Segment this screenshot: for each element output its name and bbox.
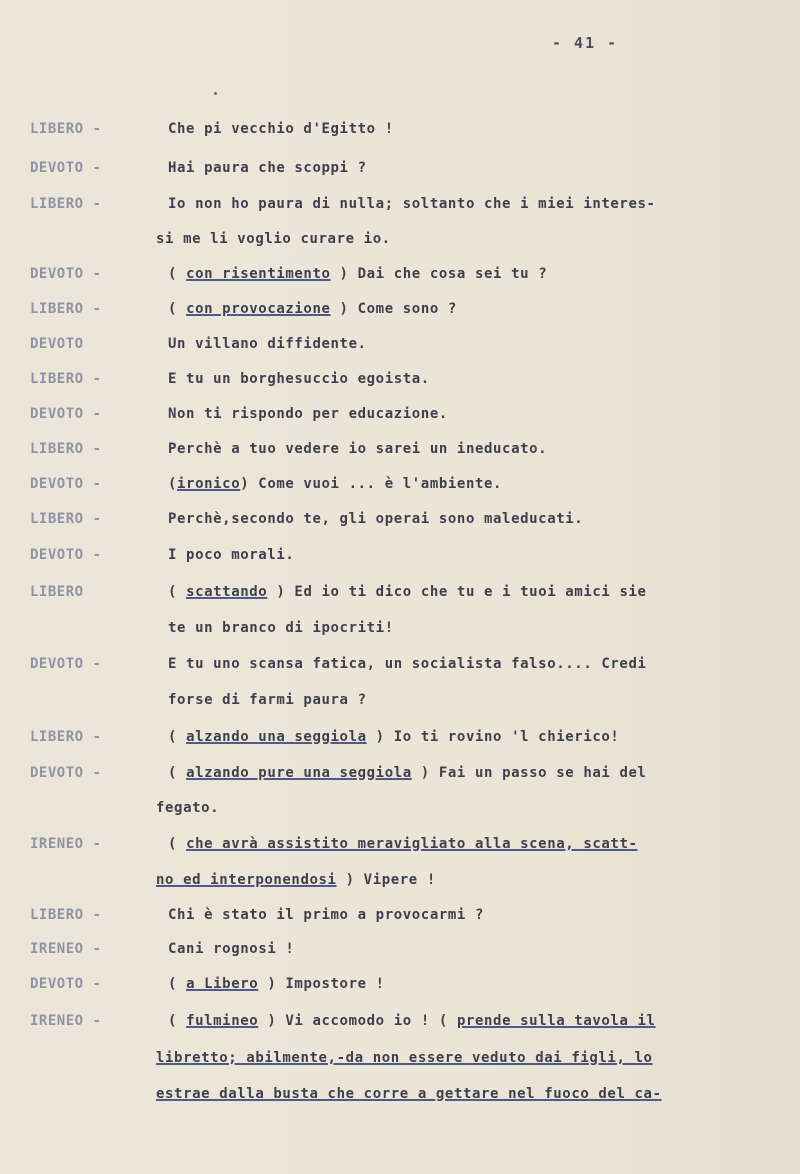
dialogue-text (168, 907, 484, 923)
dialogue-text (168, 620, 394, 636)
script-line (0, 584, 800, 608)
dialogue-fragment: ) Vi accomodo io ! ( (258, 1013, 457, 1029)
dialogue-text (168, 729, 619, 745)
dialogue-text (168, 476, 502, 492)
dialogue-text (168, 941, 294, 957)
stage-direction: fulmineo (186, 1013, 259, 1029)
dialogue-text (168, 547, 294, 563)
dialogue-fragment: ) Impostore ! (258, 976, 385, 992)
dialogue-text (168, 511, 583, 527)
dialogue-fragment: forse di farmi paura ? (168, 692, 367, 708)
speaker-name: DEVOTO - (30, 476, 102, 492)
dialogue-fragment: ) Ed io ti dico che tu e i tuoi amici sie (267, 584, 647, 600)
script-line (0, 476, 800, 500)
script-line (0, 1086, 800, 1110)
dialogue-fragment: ) Come sono ? (330, 301, 457, 317)
speaker-name: LIBERO - (30, 196, 102, 212)
dialogue-fragment: Che pi vecchio d'Egitto ! (168, 121, 394, 137)
dialogue-text (168, 121, 394, 137)
speaker-name: LIBERO - (30, 301, 102, 317)
dialogue-fragment: ) Dai che cosa sei tu ? (330, 266, 548, 282)
script-line (0, 729, 800, 753)
stage-direction: no ed interponendosi (156, 872, 337, 888)
dialogue-fragment: Perchè a tuo vedere io sarei un ineducato. (168, 441, 548, 457)
dialogue-fragment: Perchè,secondo te, gli operai sono maleducati. (168, 511, 584, 527)
dialogue-text (168, 196, 656, 212)
dialogue-fragment: ( (168, 836, 187, 852)
dialogue-text (168, 584, 647, 600)
dialogue-fragment: Non ti rispondo per educazione. (168, 406, 448, 422)
dialogue-text (168, 336, 367, 352)
speaker-name: DEVOTO - (30, 160, 102, 176)
script-line (0, 765, 800, 789)
speaker-name: LIBERO - (30, 371, 102, 387)
dialogue-fragment: si me li voglio curare io. (156, 231, 391, 247)
dialogue-fragment: Cani rognosi ! (168, 941, 295, 957)
script-line (0, 511, 800, 535)
dialogue-fragment: E tu uno scansa fatica, un socialista falso.... Credi (168, 656, 647, 672)
script-line (0, 196, 800, 220)
script-line (0, 406, 800, 430)
dialogue-fragment: ( (168, 301, 187, 317)
dialogue-text (168, 406, 448, 422)
dialogue-text (168, 692, 367, 708)
script-line (0, 121, 800, 145)
dialogue-text (156, 1086, 662, 1102)
stage-direction: scattando (186, 584, 268, 600)
script-line (0, 656, 800, 680)
dialogue-fragment: ( (168, 266, 187, 282)
script-line (0, 301, 800, 325)
dialogue-text (168, 160, 367, 176)
dialogue-text (156, 231, 391, 247)
script-line (0, 336, 800, 360)
speaker-name: LIBERO - (30, 121, 102, 137)
dialogue-text (168, 765, 647, 781)
speaker-name: DEVOTO - (30, 406, 102, 422)
stage-direction: che avrà assistito meravigliato alla scena, scatt- (186, 836, 638, 852)
dialogue-text (156, 872, 436, 888)
dialogue-fragment: Un villano diffidente. (168, 336, 367, 352)
stage-direction: estrae dalla busta che corre a gettare nel fuoco del ca- (156, 1086, 662, 1102)
dialogue-fragment: ) Fai un passo se hai del (411, 765, 647, 781)
ink-dot (214, 92, 217, 95)
dialogue-text (168, 1013, 656, 1029)
dialogue-text (156, 800, 219, 816)
speaker-name: LIBERO - (30, 441, 102, 457)
speaker-name: IRENEO - (30, 1013, 102, 1029)
dialogue-fragment: te un branco di ipocriti! (168, 620, 394, 636)
dialogue-fragment: Io non ho paura di nulla; soltanto che i miei interes- (168, 196, 656, 212)
dialogue-text (168, 976, 385, 992)
script-line (0, 231, 800, 255)
stage-direction: alzando una seggiola (186, 729, 367, 745)
dialogue-text (168, 836, 638, 852)
script-line (0, 941, 800, 965)
speaker-name: DEVOTO - (30, 656, 102, 672)
dialogue-fragment: ( (168, 476, 178, 492)
script-line (0, 160, 800, 184)
dialogue-text (168, 656, 647, 672)
dialogue-fragment: ( (168, 976, 187, 992)
speaker-name: LIBERO - (30, 729, 102, 745)
speaker-name: DEVOTO - (30, 976, 102, 992)
stage-direction: con provocazione (186, 301, 331, 317)
stage-direction: prende sulla tavola il (456, 1013, 656, 1029)
dialogue-text (156, 1050, 653, 1066)
speaker-name: LIBERO - (30, 907, 102, 923)
stage-direction: libretto; abilmente,-da non essere veduto dai figli, lo (156, 1050, 653, 1066)
dialogue-text (168, 301, 457, 317)
script-line (0, 872, 800, 896)
script-line (0, 1050, 800, 1074)
page-number: - 41 - (552, 34, 619, 52)
speaker-name: DEVOTO - (30, 547, 102, 563)
script-line (0, 441, 800, 465)
dialogue-fragment: ) Come vuoi ... è l'ambiente. (240, 476, 503, 492)
script-line (0, 692, 800, 716)
dialogue-fragment: fegato. (156, 800, 220, 816)
dialogue-fragment: ( (168, 765, 187, 781)
dialogue-fragment: E tu un borghesuccio egoista. (168, 371, 430, 387)
script-line (0, 620, 800, 644)
dialogue-text (168, 266, 547, 282)
speaker-name: DEVOTO (30, 336, 84, 352)
speaker-name: DEVOTO - (30, 266, 102, 282)
dialogue-fragment: ( (168, 1013, 187, 1029)
script-line (0, 800, 800, 824)
dialogue-fragment: ( (168, 584, 187, 600)
dialogue-fragment: ) Io ti rovino 'l chierico! (366, 729, 620, 745)
script-line (0, 907, 800, 931)
dialogue-fragment: ) Vipere ! (336, 872, 436, 888)
dialogue-fragment: I poco morali. (168, 547, 295, 563)
dialogue-text (168, 441, 547, 457)
script-line (0, 976, 800, 1000)
speaker-name: IRENEO - (30, 836, 102, 852)
dialogue-fragment: Chi è stato il primo a provocarmi ? (168, 907, 485, 923)
dialogue-fragment: Hai paura che scoppi ? (168, 160, 367, 176)
dialogue-text (168, 371, 430, 387)
stage-direction: con risentimento (186, 266, 331, 282)
dialogue-fragment: ( (168, 729, 187, 745)
stage-direction: a Libero (186, 976, 259, 992)
script-line (0, 547, 800, 571)
speaker-name: LIBERO - (30, 511, 102, 527)
script-line (0, 836, 800, 860)
stage-direction: alzando pure una seggiola (186, 765, 412, 781)
stage-direction: ironico (177, 476, 241, 492)
script-line (0, 266, 800, 290)
speaker-name: LIBERO (30, 584, 84, 600)
speaker-name: DEVOTO - (30, 765, 102, 781)
speaker-name: IRENEO - (30, 941, 102, 957)
script-line (0, 371, 800, 395)
script-line (0, 1013, 800, 1037)
